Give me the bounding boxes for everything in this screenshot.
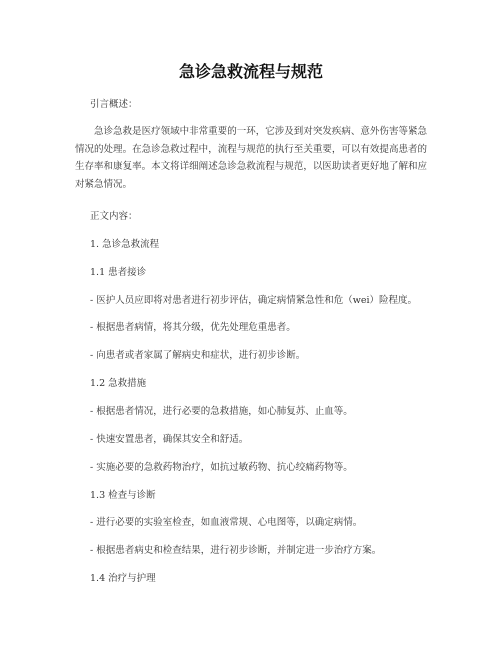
section-heading-1: 1. 急诊急救流程: [90, 239, 160, 250]
body-heading: 正文内容：: [90, 211, 138, 222]
document-title: 急诊急救流程与规范: [178, 62, 323, 81]
list-item: - 实施必要的急救药物治疗，如抗过敏药物、抗心绞痛药物等。: [90, 462, 353, 473]
subsection-heading-1-1: 1.1 患者接诊: [90, 267, 147, 278]
subsection-heading-1-3: 1.3 检查与诊断: [90, 490, 156, 501]
list-item: - 医护人员应即将对患者进行初步评估，确定病情紧急性和危（wei）险程度。: [90, 295, 418, 306]
list-item: - 根据患者病情，将其分级，优先处理危重患者。: [90, 322, 296, 333]
subsection-heading-1-2: 1.2 急救措施: [90, 378, 147, 389]
list-item: - 根据患者情况，进行必要的急救措施，如心肺复苏、止血等。: [90, 406, 353, 417]
list-item: - 快速安置患者，确保其安全和舒适。: [90, 434, 249, 445]
subsection-heading-1-4: 1.4 治疗与护理: [90, 573, 156, 584]
list-item: - 根据患者病史和检查结果，进行初步诊断，并制定进一步治疗方案。: [90, 545, 382, 556]
intro-heading: 引言概述：: [90, 99, 138, 110]
list-item: - 进行必要的实验室检查，如血液常规、心电图等，以确定病情。: [90, 517, 363, 528]
list-item: - 向患者或者家属了解病史和症状，进行初步诊断。: [90, 350, 306, 361]
intro-paragraph: 急诊急救是医疗领域中非常重要的一环，它涉及到对突发疾病、意外伤害等紧急情况的处理。在急诊急救过程中，流程与规范的执行至关重要，可以有效提高患者的生存率和康复率。本文将详细阐述急诊急救流程与规范，以医助读者更好地了解和应对紧急情况。: [75, 126, 427, 190]
